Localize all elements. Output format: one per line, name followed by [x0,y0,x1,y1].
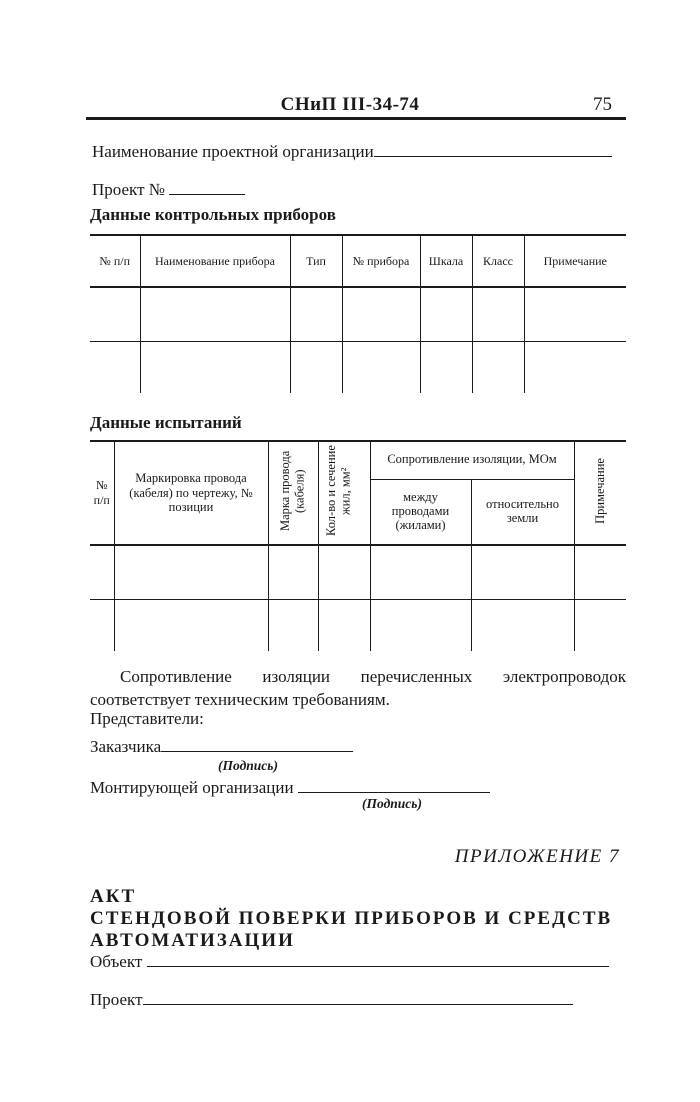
table-row [90,341,626,393]
table-cell[interactable] [90,287,140,341]
table-cell[interactable] [471,545,574,599]
customer-signature-caption: (Подпись) [218,758,278,773]
instr-col-type: Тип [290,235,342,287]
tests-heading: Данные испытаний [90,413,242,432]
object-line [90,952,609,972]
act-title-line-2: СТЕНДОВОЙ ПОВЕРКИ ПРИБОРОВ И СРЕДСТВ [90,907,613,929]
tests-col-marking: Маркировка провода (кабеля) по чертежу, № позиции [114,441,268,545]
instr-col-name: Наименование прибора [140,235,290,287]
tests-col-ground: относительно земли [471,479,574,545]
org-label: Наименование проектной организации [92,142,374,161]
customer-label: Заказчика [90,737,162,756]
table-cell[interactable] [524,287,626,341]
act-project-line [90,990,573,1010]
table-cell[interactable] [524,341,626,393]
table-cell[interactable] [574,545,626,599]
tests-col-brand: Марка провода (кабеля) [278,450,307,532]
table-cell[interactable] [90,341,140,393]
table-cell[interactable] [290,287,342,341]
tests-table [90,440,626,651]
table-row [90,599,626,651]
project-label: Проект № [92,180,165,199]
table-cell[interactable] [342,341,420,393]
customer-signature-field[interactable] [161,751,353,752]
table-cell[interactable] [268,545,318,599]
project-number-field[interactable] [169,194,245,195]
table-row [90,287,626,341]
instr-col-number: № прибора [342,235,420,287]
tests-col-resistance: Сопротивление изоляции, МОм [370,441,574,479]
table-cell[interactable] [90,599,114,651]
page-number: 75 [593,94,612,115]
act-title [90,886,612,952]
header-rule [86,117,626,120]
installer-line [90,778,490,798]
act-project-label: Проект [90,990,143,1009]
instr-col-note: Примечание [543,253,607,268]
conclusion-text: Сопротивление изоляции перечисленных электропроводок соответствует техническим требованиям. [90,667,626,709]
instr-col-scale: Шкала [420,235,472,287]
tests-col-note-cell [574,441,626,545]
tests-col-num: № п/п [90,441,114,545]
table-cell[interactable] [90,545,114,599]
tests-col-count-cell [318,441,370,545]
table-cell[interactable] [472,341,524,393]
table-cell[interactable] [140,341,290,393]
act-title-line-3: АВТОМАТИЗАЦИИ [90,929,295,951]
table-cell[interactable] [114,599,268,651]
document-code: СНиП III-34-74 [280,94,420,115]
instr-col-num: № п/п [90,235,140,287]
org-line [92,142,612,162]
table-cell[interactable] [342,287,420,341]
project-line [92,180,245,200]
table-cell[interactable] [370,545,471,599]
table-cell[interactable] [318,545,370,599]
table-cell[interactable] [420,341,472,393]
table-cell[interactable] [472,287,524,341]
tests-col-between: между проводами (жилами) [370,479,471,545]
instr-col-class: Класс [472,235,524,287]
representatives-label: Представители: [90,709,204,728]
table-cell[interactable] [268,599,318,651]
tests-col-count: Кол-во и сечение жил, мм² [324,445,353,537]
tests-col-note: Примечание [593,458,608,524]
table-cell[interactable] [114,545,268,599]
table-cell[interactable] [420,287,472,341]
installer-signature-field[interactable] [298,792,490,793]
instruments-table [90,234,626,393]
tests-col-brand-cell [268,441,318,545]
appendix-label: ПРИЛОЖЕНИЕ 7 [454,846,620,867]
instruments-heading: Данные контрольных приборов [90,205,336,224]
table-cell[interactable] [370,599,471,651]
act-project-field[interactable] [143,1004,573,1005]
installer-label: Монтирующей организации [90,778,294,797]
customer-line [90,737,353,757]
table-cell[interactable] [140,287,290,341]
act-title-line-1: АКТ [90,886,137,907]
table-cell[interactable] [290,341,342,393]
object-label: Объект [90,952,143,971]
object-field[interactable] [147,966,609,967]
table-row [90,545,626,599]
table-cell[interactable] [574,599,626,651]
installer-signature-caption: (Подпись) [362,796,422,811]
table-cell[interactable] [318,599,370,651]
org-field[interactable] [374,156,612,157]
table-cell[interactable] [471,599,574,651]
